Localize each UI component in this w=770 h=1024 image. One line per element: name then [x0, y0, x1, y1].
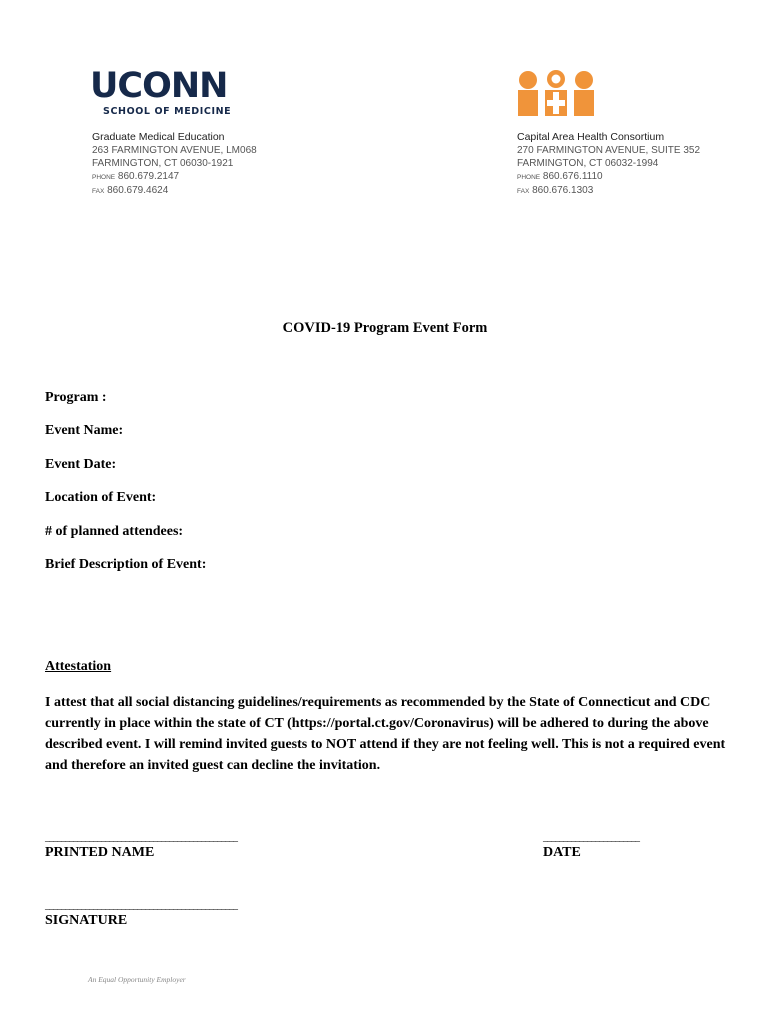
form-title: COVID-19 Program Event Form: [282, 320, 488, 336]
left-address-line2: FARMINGTON, CT 06030-1921: [92, 158, 234, 169]
field-event-name: Event Name:: [45, 423, 124, 438]
field-attendees: # of planned attendees:: [45, 524, 184, 539]
left-fax-label: FAX: [92, 188, 105, 195]
field-event-date: Event Date:: [45, 457, 117, 472]
printed-name-label: PRINTED NAME: [45, 845, 155, 860]
date-label: DATE: [543, 845, 581, 860]
left-phone: [92, 170, 257, 184]
consortium-logo-icon: [516, 70, 596, 118]
left-address-block: [92, 131, 257, 198]
right-fax-label: FAX: [517, 188, 530, 195]
uconn-logo-subtitle: SCHOOL OF MEDICINE: [103, 106, 232, 117]
attestation-text: I attest that all social distancing guidelines/requirements as recommended by the State of Connecticut and CDC currently in place within the state of CT (https://portal.ct.gov/Coronavirus) will be adhered to during the above described event. I will remind invited guests to NOT attend if they are not feeling well. This is not a required event and therefore an invited guest can decline the invitation.: [45, 695, 726, 773]
left-address-line1: 263 FARMINGTON AVENUE, LM068: [92, 145, 257, 156]
right-address-line1: 270 FARMINGTON AVENUE, SUITE 352: [517, 145, 701, 156]
right-phone: [517, 170, 700, 184]
left-fax: [92, 184, 257, 198]
field-program: Program :: [45, 390, 107, 405]
right-address-line2: FARMINGTON, CT 06032-1994: [517, 158, 659, 169]
signature-label: SIGNATURE: [45, 913, 128, 928]
printed-name-line: ________________________________________________: [45, 832, 237, 843]
field-description: Brief Description of Event:: [45, 557, 207, 572]
left-phone-number: 860.679.2147: [117, 171, 180, 182]
right-fax-number: 860.676.1303: [532, 185, 594, 196]
uconn-logo: UCONN: [90, 66, 228, 106]
attestation-heading: Attestation: [45, 659, 112, 674]
left-fax-number: 860.679.4624: [107, 185, 169, 196]
signature-line: ________________________________________________: [45, 900, 237, 911]
left-org-name: Graduate Medical Education: [92, 131, 225, 143]
right-address-block: [517, 131, 700, 198]
right-fax: [517, 184, 700, 198]
field-location: Location of Event:: [45, 490, 157, 505]
right-phone-number: 860.676.1110: [542, 171, 603, 182]
right-org-name: Capital Area Health Consortium: [517, 131, 665, 143]
left-phone-label: PHONE: [92, 174, 116, 181]
date-line: ________________________: [543, 832, 639, 843]
right-phone-label: PHONE: [517, 174, 541, 181]
footer-eoe: An Equal Opportunity Employer: [88, 975, 186, 984]
